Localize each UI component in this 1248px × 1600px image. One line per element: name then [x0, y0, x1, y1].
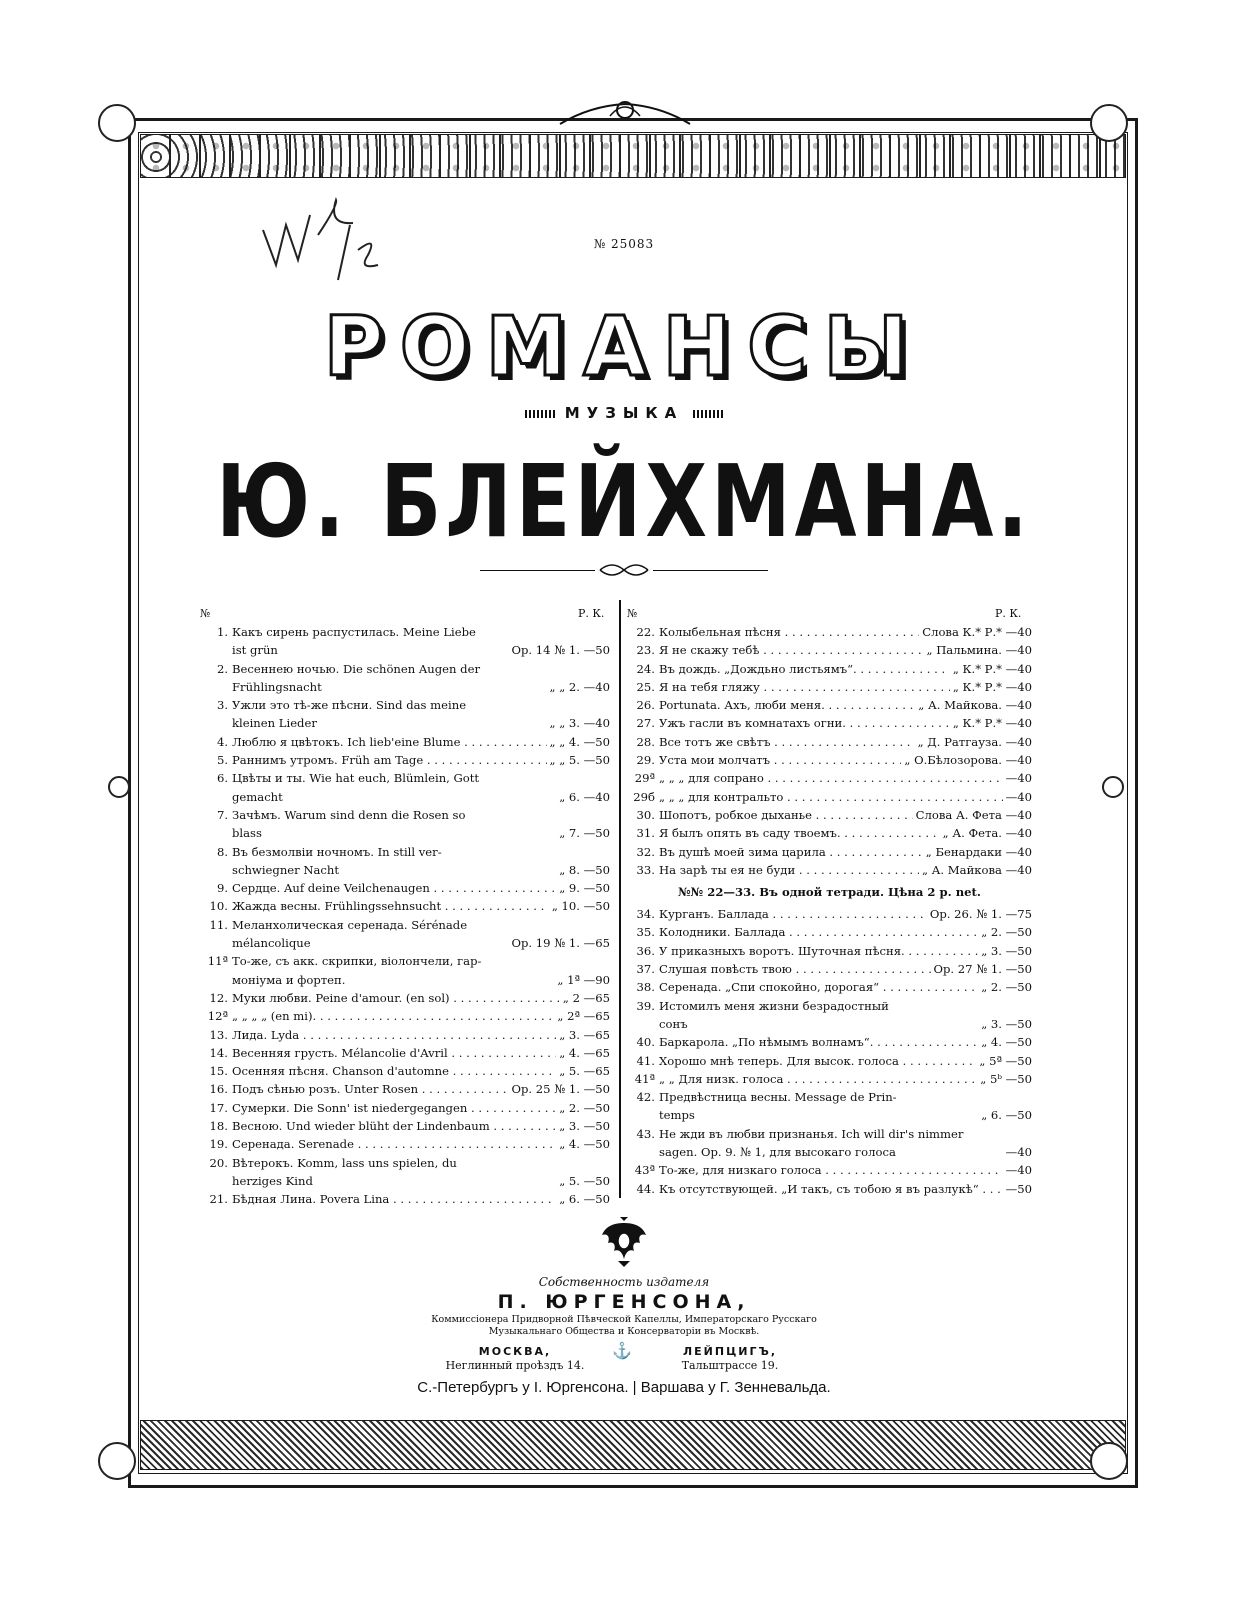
item-number: 36. [636, 943, 655, 958]
corner-scroll-ornament [98, 104, 136, 142]
item-price: Op. 25 № 1. —50 [509, 1080, 611, 1098]
item-number: 12ª [207, 1009, 228, 1024]
item-number: 2. [216, 661, 228, 676]
list-item [627, 1180, 1032, 1198]
item-number: 17. [209, 1100, 228, 1115]
city-leipzig [640, 1345, 820, 1373]
item-title: Къ отсутствующей. „И такъ, съ тобою я въ разлукѣ“ . . . [659, 1180, 1032, 1198]
list-item [200, 733, 610, 751]
item-number: 37. [636, 962, 655, 977]
item-price: „ 2. —50 [978, 978, 1032, 996]
item-title: Уста мои молчатъ . . . [659, 751, 1032, 769]
item-number: 1. [216, 625, 228, 639]
list-item [200, 989, 610, 1007]
list-item [627, 1052, 1032, 1070]
item-number: 40. [636, 1035, 655, 1050]
item-price: „ А. Майкова. —40 [915, 696, 1032, 714]
item-title: Истомилъ меня жизни безрадостный [659, 998, 889, 1013]
corner-scroll-ornament [1090, 104, 1128, 142]
publisher-desc-line: Музыкальнаго Общества и Консерваторіи въ Москвѣ. [488, 1326, 760, 1337]
item-number: 4. [216, 734, 228, 749]
item-title: Цвѣты и ты. Wie hat euch, Blümlein, Gott [232, 771, 480, 786]
list-item [627, 623, 1032, 641]
item-price: „ 5. —65 [556, 1062, 610, 1080]
collection-price-note: №№ 22—33. Въ одной тетради. Цѣна 2 р. net. [678, 885, 981, 900]
item-title: Слушая повѣсть твою . . . [659, 960, 1032, 978]
list-item [200, 751, 610, 769]
list-item [200, 824, 610, 842]
list-item [627, 905, 1032, 923]
item-price: „ 3. —65 [556, 1026, 610, 1044]
item-number: 41. [636, 1053, 655, 1068]
list-item [200, 1026, 610, 1044]
list-item [627, 1015, 1032, 1033]
list-item [200, 696, 610, 714]
page-title: РОМАНСЫ [323, 300, 925, 395]
item-number: 24. [636, 661, 655, 676]
item-price: „ 5ª —50 [976, 1052, 1032, 1070]
top-crest-ornament [550, 96, 700, 126]
item-number: 5. [216, 753, 228, 768]
list-item [627, 733, 1032, 751]
item-title: моніума и фортеп. [232, 972, 346, 987]
item-title: Лида. Lyda . . . [232, 1026, 610, 1044]
publisher-name: П. ЮРГЕНСОНА, [497, 1291, 751, 1313]
item-number: 31. [636, 826, 655, 841]
list-item [627, 1161, 1032, 1179]
item-price: „ „ 2. —40 [547, 678, 610, 696]
item-number: 23. [636, 643, 655, 658]
item-number: 28. [636, 734, 655, 749]
item-title: Въ дождь. „Дождьно листьямъ“. . . . [659, 660, 1032, 678]
item-title: Серенада. Serenade . . . [232, 1135, 610, 1153]
item-title: Весенняя грусть. Mélancolie d'Avril . . . [232, 1044, 610, 1062]
item-number: 35. [636, 925, 655, 940]
item-number: 29б [633, 789, 655, 804]
list-item [200, 623, 610, 641]
item-number: 44. [636, 1181, 655, 1196]
list-item [627, 641, 1032, 659]
item-price: „ Бенардаки —40 [923, 843, 1032, 861]
item-title: „ „ „ для контральто . . . [659, 788, 1032, 806]
item-price: „ 4. —50 [556, 1135, 610, 1153]
item-price: „ 3. —50 [978, 942, 1032, 960]
item-price: „ К.* Р.* —40 [950, 660, 1032, 678]
list-item [200, 861, 610, 879]
item-price: —50 [1003, 1180, 1032, 1198]
list-item [200, 971, 610, 989]
item-price: „ К.* Р.* —40 [950, 714, 1032, 732]
item-price: „ К.* Р.* —40 [950, 678, 1032, 696]
item-price: „ Пальмина. —40 [924, 641, 1033, 659]
item-title: temps [659, 1108, 695, 1123]
city-name: ЛЕЙПЦИГЪ, [683, 1345, 777, 1358]
list-item [200, 806, 610, 824]
item-price: „ 9. —50 [556, 879, 610, 897]
flourish-icon [525, 410, 555, 418]
item-number: 6. [216, 771, 228, 786]
item-title: Хорошо мнѣ теперь. Для высок. голоса . . . [659, 1052, 1032, 1070]
item-title: Шопотъ, робкое дыханье . . . [659, 806, 1032, 824]
flourish-icon [693, 410, 723, 418]
item-number: 18. [209, 1119, 228, 1134]
list-item [627, 861, 1032, 879]
list-item [200, 843, 610, 861]
item-title: ist grün [232, 643, 278, 658]
music-by-label [0, 404, 1248, 422]
item-title: У приказныхъ воротъ. Шуточная пѣсня. . . . [659, 942, 1032, 960]
item-number: 11ª [207, 954, 228, 969]
item-title: gemacht [232, 789, 283, 804]
item-number: 25. [636, 679, 655, 694]
anchor-icon: ⚓ [612, 1341, 632, 1360]
right-price-header: Р. К. [995, 607, 1022, 620]
item-price: „ 6. —50 [978, 1106, 1032, 1124]
left-number-header: № [200, 607, 211, 620]
list-item [200, 1154, 610, 1172]
item-price: —40 [1003, 1161, 1032, 1179]
item-title: Не жди въ любви признанья. Ich will dir's nimmer [659, 1126, 964, 1141]
item-number: 32. [636, 844, 655, 859]
divider-rule [480, 570, 595, 571]
list-item [627, 1125, 1032, 1143]
corner-scroll-ornament [98, 1442, 136, 1480]
list-item [200, 769, 610, 787]
list-item [200, 788, 610, 806]
item-number: 22. [636, 625, 655, 639]
list-item [627, 678, 1032, 696]
item-title: Курганъ. Баллада . . . [659, 905, 1032, 923]
list-item [200, 660, 610, 678]
item-title: mélancolique [232, 936, 311, 951]
list-item [200, 897, 610, 915]
list-item [627, 978, 1032, 996]
side-medallion-ornament [1102, 776, 1124, 798]
item-title: Осенняя пѣсня. Chanson d'automne . . . [232, 1062, 610, 1080]
item-title: Какъ сирень распустилась. Meine Liebe [232, 625, 476, 639]
item-price: —40 [1003, 1143, 1032, 1161]
item-title: Все тотъ же свѣтъ . . . [659, 733, 1032, 751]
city-address: Тальштрассе 19. [681, 1359, 779, 1372]
item-price: „ „ 5. —50 [547, 751, 610, 769]
item-title: Я на тебя гляжу . . . [659, 678, 1032, 696]
list-item [200, 1117, 610, 1135]
item-number: 33. [636, 862, 655, 877]
list-item [200, 1172, 610, 1190]
list-item [627, 696, 1032, 714]
item-number: 8. [216, 844, 228, 859]
item-title: На зарѣ ты ея не буди . . . [659, 861, 1032, 879]
item-title: То-же, съ акк. скрипки, віолончели, гар- [232, 954, 482, 969]
item-title: Ужъ гасли въ комнатахъ огни. . . . [659, 714, 1032, 732]
item-price: „ 2. —50 [978, 923, 1032, 941]
list-item [627, 1106, 1032, 1124]
item-number: 10. [209, 899, 228, 914]
list-item [627, 1033, 1032, 1051]
item-title: Колодники. Баллада . . . [659, 923, 1032, 941]
item-number: 30. [636, 807, 655, 822]
list-item [627, 824, 1032, 842]
item-title: Подъ сѣнью розъ. Unter Rosen . . . [232, 1080, 610, 1098]
item-price: „ 4. —50 [978, 1033, 1032, 1051]
list-item [200, 1080, 610, 1098]
divider-rule [653, 570, 768, 571]
list-item [200, 1099, 610, 1117]
item-number: 34. [636, 907, 655, 922]
item-title: Въ душѣ моей зима царила . . . [659, 843, 1032, 861]
item-price: „ 2ª —65 [554, 1007, 610, 1025]
item-price: —40 [1003, 769, 1032, 787]
item-number: 29. [636, 753, 655, 768]
list-item [627, 788, 1032, 806]
item-number: 15. [209, 1064, 228, 1079]
item-price: „ „ 3. —40 [547, 714, 610, 732]
list-item [627, 1070, 1032, 1088]
item-number: 29ª [634, 771, 655, 786]
music-label-text: МУЗЫКА [564, 404, 684, 422]
list-item [627, 660, 1032, 678]
item-title: Бѣдная Лина. Povera Lina . . . [232, 1190, 610, 1208]
item-number: 27. [636, 716, 655, 731]
item-title: Весеннею ночью. Die schönen Augen der [232, 661, 480, 676]
item-price: „ 10. —50 [549, 897, 610, 915]
item-number: 38. [636, 980, 655, 995]
item-title: Portunata. Ахъ, люби меня. . . . [659, 696, 1032, 714]
item-price: „ 8. —50 [556, 861, 610, 879]
publisher-description [0, 1314, 1248, 1338]
item-price: „ 7. —50 [556, 824, 610, 842]
item-price: „ 2. —50 [556, 1099, 610, 1117]
column-divider [619, 600, 621, 1198]
item-title: Колыбельная пѣсня . . . [659, 623, 1032, 641]
list-item [200, 1062, 610, 1080]
item-price: Слова К.* Р.* —40 [919, 623, 1032, 641]
item-price: „ 5. —50 [556, 1172, 610, 1190]
item-number: 14. [209, 1045, 228, 1060]
item-title: schwiegner Nacht [232, 862, 340, 877]
item-price: Op. 27 № 1. —50 [931, 960, 1033, 978]
right-number-header: № [627, 607, 638, 620]
left-romance-list [200, 623, 610, 1209]
left-price-header: Р. К. [578, 607, 605, 620]
item-title: Въ безмолвіи ночномъ. In still ver- [232, 844, 442, 859]
list-item [627, 1088, 1032, 1106]
item-title: Жажда весны. Frühlingssehnsucht . . . [232, 897, 610, 915]
list-item [200, 1007, 610, 1025]
item-price: „ 2 —65 [560, 989, 610, 1007]
item-number: 43ª [634, 1163, 655, 1178]
list-item [627, 714, 1032, 732]
list-item [627, 997, 1032, 1015]
item-title: Зачѣмъ. Warum sind denn die Rosen so [232, 807, 466, 822]
side-medallion-ornament [108, 776, 130, 798]
item-title: Серенада. „Спи спокойно, дорогая“ . . . [659, 978, 1032, 996]
double-headed-eagle-crest-icon [600, 1215, 648, 1267]
publisher-desc-line: Коммиссіонера Придворной Пѣвческой Капеллы, Императорскаго Русскаго [431, 1314, 817, 1325]
city-moscow [420, 1345, 610, 1373]
list-item [200, 1044, 610, 1062]
catalog-number: № 25083 [593, 237, 655, 251]
city-address: Неглинный проѣздъ 14. [445, 1359, 585, 1372]
corner-scroll-ornament [1090, 1442, 1128, 1480]
item-number: 16. [209, 1082, 228, 1097]
item-number: 20. [209, 1155, 228, 1170]
city-name: МОСКВА, [478, 1345, 552, 1358]
item-number: 39. [636, 998, 655, 1013]
item-title: Раннимъ утромъ. Früh am Tage . . . [232, 751, 610, 769]
right-romance-list [627, 623, 1032, 1198]
item-number: 9. [216, 881, 228, 896]
list-item [200, 1135, 610, 1153]
list-item [200, 916, 610, 934]
item-title: Сумерки. Die Sonn' ist niedergegangen . . . [232, 1099, 610, 1117]
item-title: „ „ Для низк. голоса . . . [659, 1070, 1032, 1088]
item-number: 19. [209, 1137, 228, 1152]
item-price: Op. 19 № 1. —65 [509, 934, 611, 952]
item-number: 13. [209, 1027, 228, 1042]
item-price: „ А. Фета. —40 [940, 824, 1032, 842]
list-item [627, 751, 1032, 769]
list-item [200, 879, 610, 897]
item-title: „ „ „ „ (en mi). . . . [232, 1007, 610, 1025]
item-number: 21. [209, 1192, 228, 1207]
list-item [627, 960, 1032, 978]
item-price: „ А. Майкова —40 [919, 861, 1032, 879]
list-item [627, 923, 1032, 941]
item-title: Я не скажу тебѣ . . . [659, 641, 1032, 659]
item-price: „ Д. Ратгауза. —40 [915, 733, 1032, 751]
item-number: 26. [636, 698, 655, 713]
item-title: Ужли это тѣ-же пѣсни. Sind das meine [232, 698, 467, 713]
item-price: Слова А. Фета —40 [913, 806, 1032, 824]
item-title: То-же, для низкаго голоса . . . [659, 1161, 1032, 1179]
item-number: 11. [209, 917, 228, 932]
item-price: „ 1ª —90 [554, 971, 610, 989]
item-price: „ 6. —40 [556, 788, 610, 806]
item-title: Люблю я цвѣтокъ. Ich lieb'eine Blume . . . [232, 733, 610, 751]
item-title: kleinen Lieder [232, 716, 317, 731]
branch-offices: С.-Петербургъ у І. Юргенсона. | Варшава у Г. Зенневальда. [417, 1379, 831, 1396]
item-title: Frühlingsnacht [232, 679, 322, 694]
list-item [627, 769, 1032, 787]
item-title: Баркарола. „По нѣмымъ волнамъ“. . . . [659, 1033, 1032, 1051]
list-item [200, 952, 610, 970]
list-item [200, 934, 610, 952]
item-price: „ 3. —50 [978, 1015, 1032, 1033]
item-number: 43. [636, 1126, 655, 1141]
list-item [627, 1143, 1032, 1161]
item-title: Вѣтерокъ. Komm, lass uns spielen, du [232, 1155, 457, 1170]
publisher-caption: Собственность издателя [538, 1275, 710, 1289]
item-title: sagen. Op. 9. № 1, для высокаго голоса [659, 1145, 896, 1160]
list-item [627, 843, 1032, 861]
item-title: Я былъ опять въ саду твоемъ. . . . [659, 824, 1032, 842]
item-price: „ „ 4. —50 [547, 733, 610, 751]
item-title: „ „ „ для сопрано . . . [659, 769, 1032, 787]
list-item [627, 806, 1032, 824]
item-number: 42. [636, 1090, 655, 1105]
item-number: 41ª [634, 1071, 655, 1086]
list-item [627, 942, 1032, 960]
item-number: 12. [209, 990, 228, 1005]
top-ornamental-band [140, 134, 1126, 178]
item-price: „ 6. —50 [556, 1190, 610, 1208]
list-item [200, 714, 610, 732]
list-item [200, 641, 610, 659]
item-price: Op. 14 № 1. —50 [509, 641, 611, 659]
bottom-ornamental-band [140, 1420, 1126, 1470]
item-title: Предвѣстница весны. Message de Prin- [659, 1090, 897, 1105]
item-price: „ 5ᵇ —50 [977, 1070, 1032, 1088]
item-title: blass [232, 826, 262, 841]
flourish-icon [598, 560, 650, 580]
item-price: —40 [1003, 788, 1032, 806]
item-price: „ 3. —50 [556, 1117, 610, 1135]
item-price: Op. 26. № 1. —75 [927, 905, 1032, 923]
item-number: 7. [216, 807, 228, 822]
item-price: „ О.Бѣлозорова. —40 [901, 751, 1032, 769]
item-title: herziges Kind [232, 1173, 313, 1188]
item-title: Муки любви. Peine d'amour. (en sol) . . . [232, 989, 610, 1007]
list-item [200, 678, 610, 696]
item-title: Сердце. Auf deine Veilchenaugen . . . [232, 879, 610, 897]
item-title: Весною. Und wieder blüht der Lindenbaum . . . [232, 1117, 610, 1135]
item-price: „ 4. —65 [556, 1044, 610, 1062]
composer-name: Ю. БЛЕЙХМАНА. [216, 443, 1032, 560]
item-number: 3. [216, 698, 228, 713]
list-item [200, 1190, 610, 1208]
item-title: Меланхолическая серенада. Sérénade [232, 917, 468, 932]
item-title: сонъ [659, 1016, 688, 1031]
